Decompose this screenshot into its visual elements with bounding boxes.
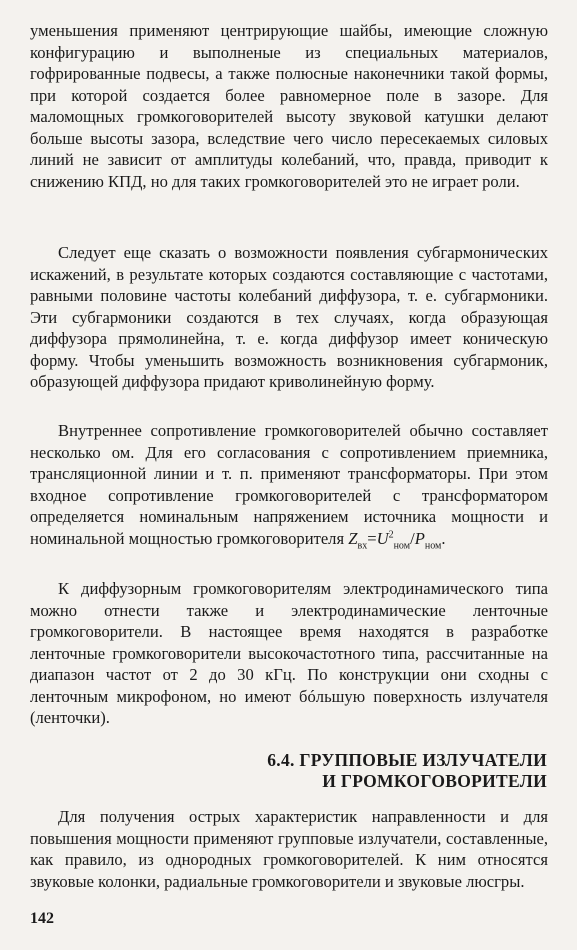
page-number: 142 <box>30 910 54 927</box>
formula-eq: = <box>367 528 377 548</box>
paragraph-4: К диффузорным громкоговорителям электродинамического типа можно отнести также и электродинамические ленточные громкоговорители. В настоящее время находятся в разработке ленточные громкоговорители высокочастотного типа, рассчитанные на диапазон частот от 2 до 30 кГц. По конструкции они сходны с ленточным микрофоном, но имеют бóльшую поверхность излучателя (ленточки). <box>30 579 548 727</box>
formula-u: U <box>376 528 389 548</box>
formula-u-sup: 2 <box>388 528 394 540</box>
paragraph-3-text: Внутреннее сопротивление громкоговорителей обычно составляет несколько ом. Для его согласования с сопротивлением приемника, трансляционной линии и т. п. применяют трансформаторы. При этом входное сопротивление громкоговорителей с трансформатором определяется номинальным напряжением источника мощности и номинальной мощностью громкоговорителя <box>30 421 548 548</box>
formula-slash: / <box>410 528 415 548</box>
paragraph-3 <box>30 420 548 556</box>
formula-p: P <box>414 528 425 548</box>
formula-u-sub: ном <box>393 539 411 551</box>
formula-end: . <box>441 528 446 548</box>
formula-z: Z <box>348 528 358 548</box>
formula-p-sub: ном <box>424 539 442 551</box>
section-heading-line-2: И ГРОМКОГОВОРИТЕЛИ <box>322 771 547 791</box>
impedance-formula <box>348 528 446 551</box>
section-heading <box>267 750 547 792</box>
section-heading-line-1: 6.4. ГРУППОВЫЕ ИЗЛУЧАТЕЛИ <box>267 750 547 770</box>
paragraph-5: Для получения острых характеристик направленности и для повышения мощности применяют групповые излучатели, составленные, как правило, из однородных громкоговорителей. К ним относятся звуковые колонки, радиальные громкоговорители и звуковые люсгры. <box>30 807 548 891</box>
paragraph-1: уменьшения применяют центрирующие шайбы, имеющие сложную конфигурацию и выполненые из специальных материалов, гофрированные подвесы, а также полюсные наконечники такой формы, при которой создается более равномерное поле в зазоре. Для маломощных громкоговорителей высоту звуковой катушки делают больше высоты зазора, вследствие чего число пересекаемых силовых линий не зависит от амплитуды колебаний, что, правда, приводит к снижению КПД, но для таких громкоговорителей это не играет роли. <box>30 21 548 191</box>
paragraph-2: Следует еще сказать о возможности появления субгармонических искажений, в результате которых создаются составляющие с частотами, равными половине частоты колебаний диффузора, т. е. субгармоники. Эти субгармоники создаются в тех случаях, когда образующая диффузора прямолинейна, т. е. когда диффузор имеет коническую форму. Чтобы уменьшить возможность возникновения субгармоник, образующей диффузора придают криволинейную форму. <box>30 243 548 391</box>
formula-z-sub: вх <box>357 539 368 551</box>
